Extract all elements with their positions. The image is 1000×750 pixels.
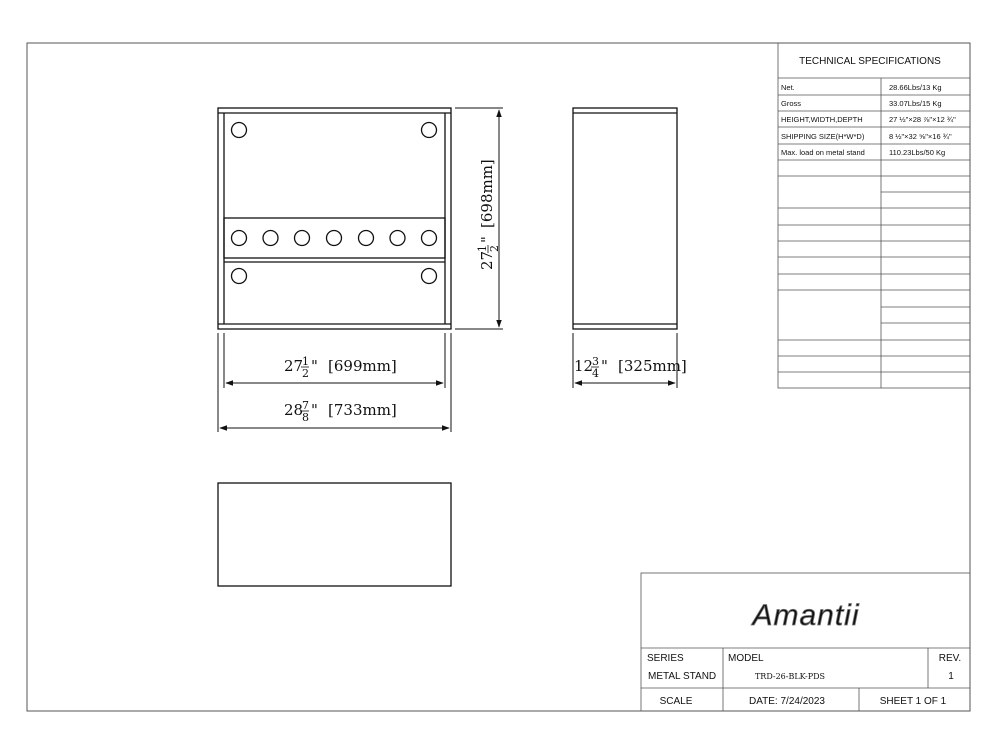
height-label bbox=[476, 159, 501, 270]
rev-label: REV. bbox=[938, 653, 962, 664]
top-view bbox=[218, 483, 451, 586]
inner-width-mark: " bbox=[311, 357, 318, 375]
inner-width-label bbox=[284, 355, 397, 380]
depth-mark: " bbox=[601, 357, 608, 375]
side-outline bbox=[573, 108, 677, 329]
outer-width-num: 7 bbox=[302, 399, 309, 412]
spec-label-max-load: Max. load on metal stand bbox=[781, 148, 865, 157]
front-view bbox=[218, 108, 451, 329]
spec-label-net: Net. bbox=[781, 83, 795, 92]
rev-value: 1 bbox=[948, 671, 954, 682]
depth-whole: 12 bbox=[574, 357, 594, 375]
title-block bbox=[641, 573, 970, 711]
band-hole bbox=[327, 231, 342, 246]
depth-den: 4 bbox=[592, 367, 599, 380]
height-inch-num: 1 bbox=[476, 245, 489, 252]
band-hole bbox=[359, 231, 374, 246]
model-value: TRD-26-BLK-PDS bbox=[754, 672, 826, 681]
outer-width-metric: [733mm] bbox=[328, 401, 397, 419]
band-hole bbox=[422, 231, 437, 246]
spec-table bbox=[778, 43, 970, 388]
spec-table-title: TECHNICAL SPECIFICATIONS bbox=[799, 56, 941, 67]
drawing-date: DATE: 7/24/2023 bbox=[749, 696, 825, 707]
spec-label-gross: Gross bbox=[781, 99, 802, 108]
front-center-band bbox=[224, 218, 445, 258]
bolt-hole bbox=[422, 123, 437, 138]
side-view bbox=[573, 108, 677, 329]
inner-width-num: 1 bbox=[302, 355, 309, 368]
bolt-hole bbox=[422, 269, 437, 284]
sheet-number: SHEET 1 OF 1 bbox=[879, 696, 947, 707]
series-value: METAL STAND bbox=[648, 671, 717, 682]
height-inch-whole: 27 bbox=[478, 250, 496, 270]
height-metric: [698mm] bbox=[478, 159, 496, 228]
band-hole bbox=[263, 231, 278, 246]
bolt-hole bbox=[232, 269, 247, 284]
scale-label: SCALE bbox=[659, 696, 693, 707]
depth-num: 3 bbox=[592, 355, 599, 368]
outer-width-whole: 28 bbox=[284, 401, 304, 419]
band-hole bbox=[232, 231, 247, 246]
height-inch-den: 2 bbox=[488, 245, 501, 252]
outer-width-label bbox=[284, 399, 397, 424]
series-label: SERIES bbox=[647, 653, 684, 664]
outer-width-mark: " bbox=[311, 401, 318, 419]
depth-metric: [325mm] bbox=[618, 357, 687, 375]
inner-width-metric: [699mm] bbox=[328, 357, 397, 375]
model-label: MODEL bbox=[728, 653, 764, 664]
bolt-hole bbox=[232, 123, 247, 138]
outer-width-den: 8 bbox=[302, 411, 309, 424]
height-inch-mark: " bbox=[478, 236, 496, 243]
depth-label bbox=[574, 355, 687, 380]
spec-value-gross: 33.07Lbs/15 Kg bbox=[889, 99, 942, 108]
brand-logo: Amantii bbox=[752, 599, 860, 632]
inner-width-whole: 27 bbox=[284, 357, 304, 375]
spec-label-dimensions: HEIGHT,WIDTH,DEPTH bbox=[781, 115, 863, 124]
spec-value-max-load: 110.23Lbs/50 Kg bbox=[889, 148, 946, 157]
spec-value-dimensions: 27 ½"×28 ⅞"×12 ¾" bbox=[889, 115, 956, 124]
spec-label-shipping: SHIPPING SIZE(H*W*D) bbox=[781, 132, 865, 141]
spec-value-shipping: 8 ½"×32 ⅝"×16 ¾" bbox=[889, 132, 952, 141]
inner-width-den: 2 bbox=[302, 367, 309, 380]
spec-value-net: 28.66Lbs/13 Kg bbox=[889, 83, 942, 92]
band-hole bbox=[295, 231, 310, 246]
band-hole bbox=[390, 231, 405, 246]
